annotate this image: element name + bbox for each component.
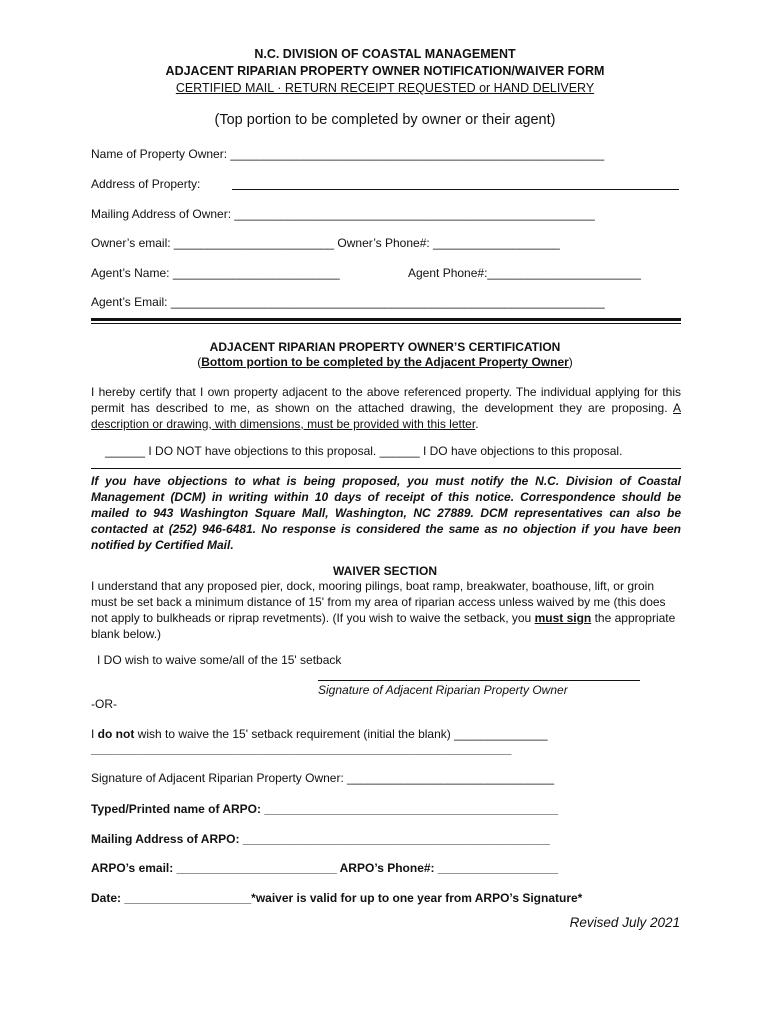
agent-phone-field[interactable]: Agent Phone#:_______________________ bbox=[408, 266, 641, 280]
certification-statement bbox=[91, 384, 681, 432]
form-agency-title: N.C. DIVISION OF COASTAL MANAGEMENT bbox=[254, 47, 516, 61]
waiver-body-end: the appropriate blank below.) bbox=[91, 611, 676, 641]
arpo-typed-name-field[interactable]: Typed/Printed name of ARPO: ____________________________________________ bbox=[91, 802, 558, 816]
subtitle-text: Bottom portion to be completed by the Adjacent Property Owner bbox=[201, 355, 569, 369]
arpo-signature-field[interactable]: Signature of Adjacent Riparian Property Owner: _______________________________ bbox=[91, 771, 555, 785]
certification-subtitle bbox=[0, 355, 770, 369]
must-sign-emphasis: must sign bbox=[534, 611, 592, 625]
arpo-mailing-address-field[interactable]: Mailing Address of ARPO: ______________________________________________ bbox=[91, 832, 550, 846]
do-not-prefix: I bbox=[91, 727, 98, 741]
waiver-signature-line[interactable] bbox=[318, 680, 640, 681]
drawing-requirement: A description or drawing, with dimensions, must be provided with this letter bbox=[91, 401, 682, 431]
property-address-field[interactable] bbox=[232, 189, 679, 190]
owner-email-phone-field[interactable]: Owner’s email: ________________________ Owner’s Phone#: ___________________ bbox=[91, 236, 560, 250]
owner-mailing-address-field[interactable]: Mailing Address of Owner: ______________________________________________________ bbox=[91, 207, 595, 221]
waiver-statement bbox=[91, 578, 681, 642]
certification-title: ADJACENT RIPARIAN PROPERTY OWNER’S CERTIFICATION bbox=[209, 340, 561, 354]
form-title: ADJACENT RIPARIAN PROPERTY OWNER NOTIFICATION/WAIVER FORM bbox=[165, 64, 605, 78]
certification-body: I hereby certify that I own property adjacent to the above referenced property. The individual applying for this permit has described to me, as shown on the attached drawing, the development they are proposing. bbox=[91, 385, 681, 415]
subtitle-open-paren: ( bbox=[197, 355, 202, 369]
objection-divider bbox=[91, 468, 681, 469]
do-not-emphasis: do not bbox=[97, 727, 135, 741]
subtitle-close-paren: ) bbox=[568, 355, 573, 369]
arpo-email-phone-field[interactable]: ARPO’s email: ________________________ ARPO’s Phone#: __________________ bbox=[91, 861, 559, 875]
arpo-date-field[interactable]: Date: ___________________*waiver is valid for up to one year from ARPO’s Signature* bbox=[91, 891, 583, 905]
delivery-method: CERTIFIED MAIL · RETURN RECEIPT REQUESTED or HAND DELIVERY bbox=[175, 81, 595, 95]
section-divider-thick bbox=[91, 318, 681, 321]
waiver-body: I understand that any proposed pier, dock, mooring pilings, boat ramp, breakwater, boathouse, lift, or groin must be set back a minimum distance of 15' from my area of riparian access unless waived by me (this does not apply to bulkheads or riprap revetments). (If you wish to waive the setback, you bbox=[91, 579, 666, 625]
certification-period: . bbox=[475, 417, 479, 431]
section-divider-thin bbox=[91, 323, 681, 324]
objection-notice: If you have objections to what is being proposed, you must notify the N.C. Division of Coastal Management (DCM) in writing within 10 days of receipt of this notice. Correspondence should be mailed to 943 Washington Square Mall, Washington, NC 27889. DCM representatives can also be contacted at (252) 946-6481. No response is considered the same as no objection if you have been notified by Certified Mail. bbox=[91, 474, 681, 552]
waiver-signature-caption: Signature of Adjacent Riparian Property Owner bbox=[318, 683, 568, 697]
objection-choice-line[interactable]: ______ I DO NOT have objections to this proposal. ______ I DO have objections to this proposal. bbox=[105, 444, 623, 458]
agent-email-field[interactable]: Agent’s Email: _________________________________________________________________ bbox=[91, 295, 605, 309]
or-separator: -OR- bbox=[91, 697, 117, 711]
do-not-rest: wish to waive the 15' setback requirement (initial the blank) ______________ bbox=[134, 727, 548, 741]
agent-name-field[interactable]: Agent’s Name: _________________________ bbox=[91, 266, 340, 280]
waiver-title: WAIVER SECTION bbox=[332, 564, 437, 578]
property-address-label: Address of Property: bbox=[91, 177, 201, 191]
top-portion-instruction: (Top portion to be completed by owner or their agent) bbox=[214, 112, 556, 128]
do-not-waive-blank[interactable]: _______________________________________________________________ bbox=[91, 742, 512, 756]
do-not-waive-line[interactable] bbox=[91, 727, 548, 741]
do-wish-waive-label: I DO wish to waive some/all of the 15' setback bbox=[97, 653, 342, 667]
revision-date: Revised July 2021 bbox=[569, 915, 680, 930]
owner-name-field[interactable]: Name of Property Owner: ________________________________________________________ bbox=[91, 147, 605, 161]
